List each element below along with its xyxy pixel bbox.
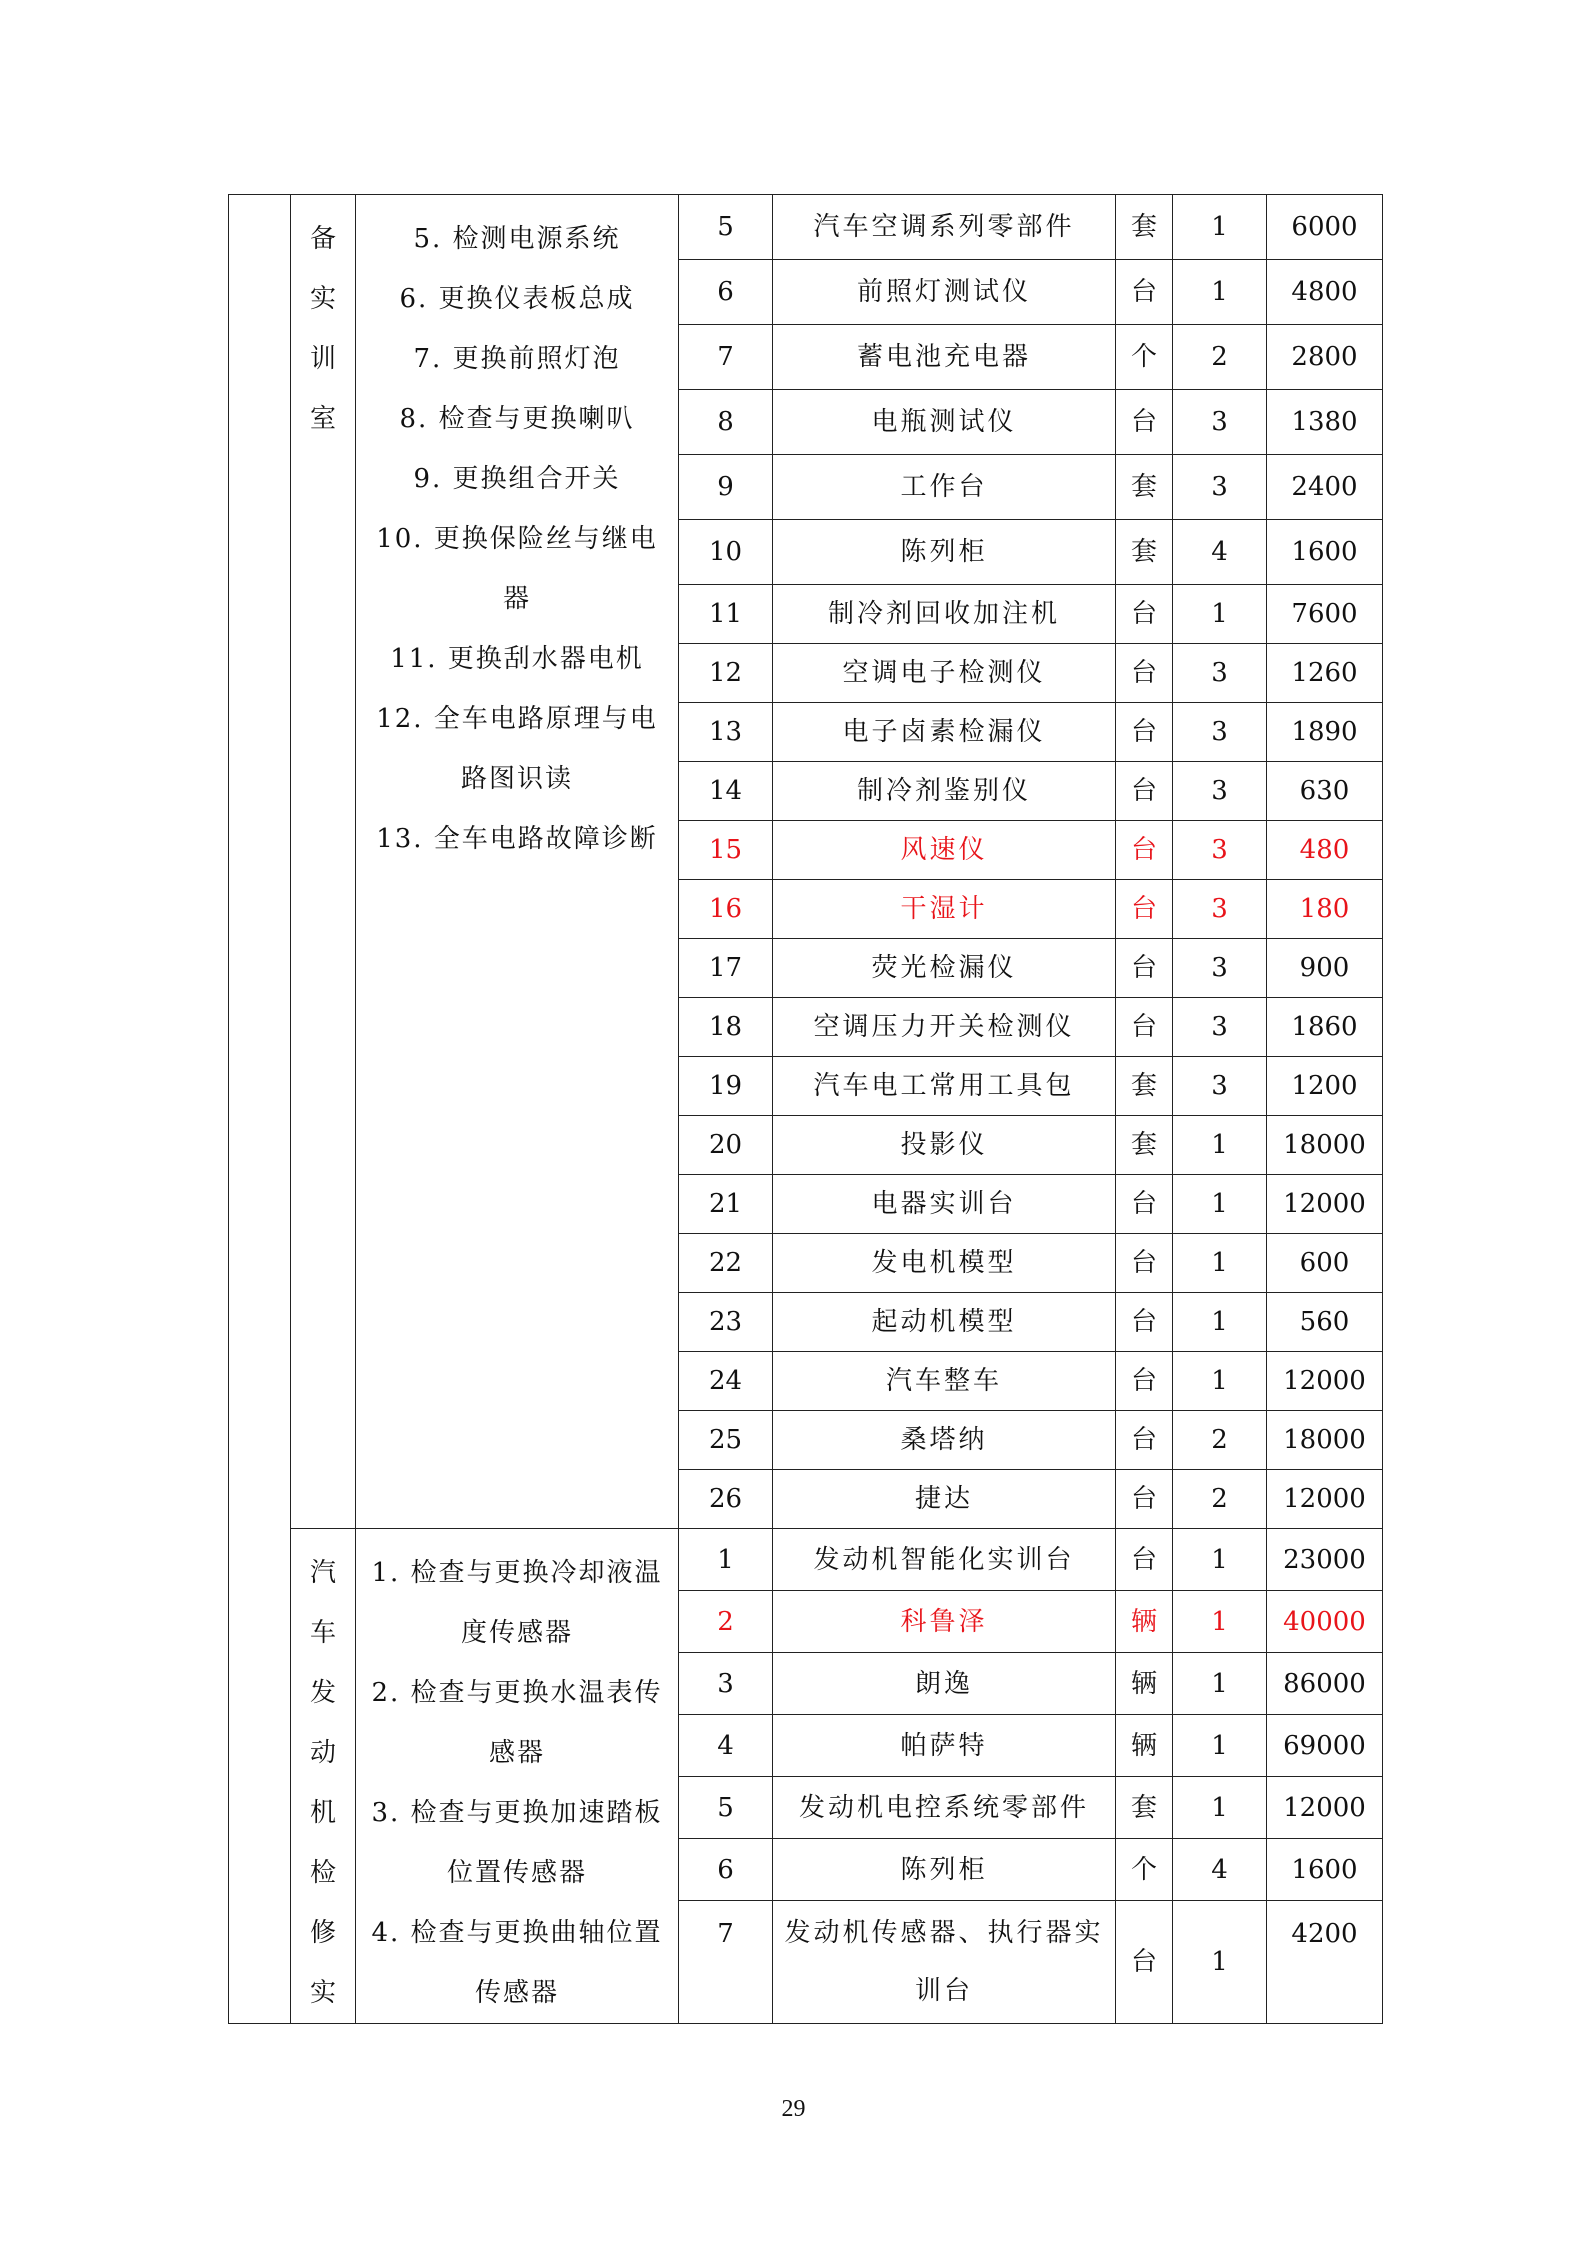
name-cell: 科鲁泽 [773, 1591, 1116, 1653]
price-cell: 180 [1267, 880, 1383, 939]
no-cell: 4 [679, 1715, 773, 1777]
task-line: 12. 全车电路原理与电 [376, 704, 658, 734]
unit-cell: 辆 [1116, 1715, 1173, 1777]
price-cell: 1600 [1267, 1839, 1383, 1901]
unit-cell: 套 [1116, 455, 1173, 520]
no-cell: 10 [679, 520, 773, 585]
qty-cell: 3 [1173, 455, 1267, 520]
task-line: 路图识读 [460, 764, 573, 794]
price-cell: 1200 [1267, 1057, 1383, 1116]
price-cell: 12000 [1267, 1777, 1383, 1839]
no-cell: 7 [679, 325, 773, 390]
qty-cell: 2 [1173, 1470, 1267, 1529]
no-cell: 7 [679, 1901, 773, 2024]
unit-cell: 台 [1116, 821, 1173, 880]
unit-cell: 台 [1116, 1411, 1173, 1470]
qty-cell: 3 [1173, 703, 1267, 762]
task-line: 位置传感器 [446, 1858, 587, 1888]
unit-cell: 台 [1116, 644, 1173, 703]
qty-cell: 3 [1173, 762, 1267, 821]
price-cell: 18000 [1267, 1411, 1383, 1470]
price-cell: 18000 [1267, 1116, 1383, 1175]
qty-cell: 3 [1173, 998, 1267, 1057]
outer-column-cell [229, 195, 291, 2024]
price-cell: 4200 [1267, 1901, 1383, 2024]
unit-cell: 套 [1116, 520, 1173, 585]
task-line: 10. 更换保险丝与继电 [376, 524, 658, 554]
price-cell: 480 [1267, 821, 1383, 880]
unit-cell: 辆 [1116, 1591, 1173, 1653]
name-cell: 发动机传感器、执行器实 训台 [773, 1901, 1116, 2024]
unit-cell: 台 [1116, 998, 1173, 1057]
unit-cell: 台 [1116, 585, 1173, 644]
qty-cell: 1 [1173, 1175, 1267, 1234]
name-cell: 干湿计 [773, 880, 1116, 939]
name-cell: 捷达 [773, 1470, 1116, 1529]
price-cell: 1600 [1267, 520, 1383, 585]
qty-cell: 1 [1173, 1653, 1267, 1715]
name-cell: 朗逸 [773, 1653, 1116, 1715]
qty-cell: 1 [1173, 1715, 1267, 1777]
no-cell: 21 [679, 1175, 773, 1234]
qty-cell: 1 [1173, 1901, 1267, 2024]
name-cell: 电器实训台 [773, 1175, 1116, 1234]
qty-cell: 3 [1173, 821, 1267, 880]
qty-cell: 3 [1173, 390, 1267, 455]
no-cell: 1 [679, 1529, 773, 1591]
name-cell: 电瓶测试仪 [773, 390, 1116, 455]
no-cell: 23 [679, 1293, 773, 1352]
unit-cell: 台 [1116, 1529, 1173, 1591]
name-cell: 发动机电控系统零部件 [773, 1777, 1116, 1839]
name-cell: 蓄电池充电器 [773, 325, 1116, 390]
no-cell: 22 [679, 1234, 773, 1293]
name-cell: 汽车整车 [773, 1352, 1116, 1411]
unit-cell: 台 [1116, 1352, 1173, 1411]
unit-cell: 台 [1116, 703, 1173, 762]
price-cell: 1260 [1267, 644, 1383, 703]
task-line: 11. 更换刮水器电机 [390, 644, 644, 674]
no-cell: 14 [679, 762, 773, 821]
price-cell: 2400 [1267, 455, 1383, 520]
price-cell: 630 [1267, 762, 1383, 821]
no-cell: 25 [679, 1411, 773, 1470]
no-cell: 2 [679, 1591, 773, 1653]
no-cell: 19 [679, 1057, 773, 1116]
price-cell: 69000 [1267, 1715, 1383, 1777]
unit-cell: 台 [1116, 1470, 1173, 1529]
unit-cell: 台 [1116, 1234, 1173, 1293]
qty-cell: 1 [1173, 1352, 1267, 1411]
task-line: 8. 检查与更换喇叭 [399, 404, 635, 434]
task-line: 6. 更换仪表板总成 [399, 284, 635, 314]
qty-cell: 4 [1173, 1839, 1267, 1901]
price-cell: 12000 [1267, 1175, 1383, 1234]
name-cell: 空调电子检测仪 [773, 644, 1116, 703]
no-cell: 5 [679, 1777, 773, 1839]
qty-cell: 3 [1173, 644, 1267, 703]
name-cell: 电子卤素检漏仪 [773, 703, 1116, 762]
task-line: 4. 检查与更换曲轴位置 [371, 1918, 663, 1948]
qty-cell: 1 [1173, 1529, 1267, 1591]
no-cell: 12 [679, 644, 773, 703]
no-cell: 18 [679, 998, 773, 1057]
name-cell: 起动机模型 [773, 1293, 1116, 1352]
name-cell: 前照灯测试仪 [773, 260, 1116, 325]
no-cell: 13 [679, 703, 773, 762]
unit-cell: 台 [1116, 260, 1173, 325]
name-cell: 投影仪 [773, 1116, 1116, 1175]
qty-cell: 2 [1173, 325, 1267, 390]
qty-cell: 4 [1173, 520, 1267, 585]
price-cell: 1380 [1267, 390, 1383, 455]
task-line: 2. 检查与更换水温表传 [371, 1678, 663, 1708]
qty-cell: 1 [1173, 1116, 1267, 1175]
qty-cell: 1 [1173, 1293, 1267, 1352]
task-line: 7. 更换前照灯泡 [413, 344, 621, 374]
price-cell: 12000 [1267, 1470, 1383, 1529]
price-cell: 86000 [1267, 1653, 1383, 1715]
name-cell: 制冷剂回收加注机 [773, 585, 1116, 644]
price-cell: 6000 [1267, 195, 1383, 260]
name-cell: 帕萨特 [773, 1715, 1116, 1777]
unit-cell: 台 [1116, 762, 1173, 821]
no-cell: 9 [679, 455, 773, 520]
table-row [229, 195, 1383, 260]
category-cell: 备 实 训 室 [291, 195, 356, 1529]
no-cell: 5 [679, 195, 773, 260]
name-cell: 汽车空调系列零部件 [773, 195, 1116, 260]
price-cell: 7600 [1267, 585, 1383, 644]
qty-cell: 1 [1173, 1777, 1267, 1839]
unit-cell: 套 [1116, 195, 1173, 260]
price-cell: 1890 [1267, 703, 1383, 762]
task-line: 9. 更换组合开关 [413, 464, 621, 494]
price-cell: 1860 [1267, 998, 1383, 1057]
name-cell: 桑塔纳 [773, 1411, 1116, 1470]
unit-cell: 套 [1116, 1116, 1173, 1175]
task-line: 13. 全车电路故障诊断 [376, 824, 658, 854]
task-line: 1. 检查与更换冷却液温 [371, 1558, 663, 1588]
task-list-cell [356, 1529, 679, 2024]
name-cell: 发电机模型 [773, 1234, 1116, 1293]
no-cell: 26 [679, 1470, 773, 1529]
unit-cell: 台 [1116, 1175, 1173, 1234]
no-cell: 11 [679, 585, 773, 644]
name-cell: 陈列柜 [773, 1839, 1116, 1901]
name-cell: 空调压力开关检测仪 [773, 998, 1116, 1057]
unit-cell: 个 [1116, 1839, 1173, 1901]
name-cell: 汽车电工常用工具包 [773, 1057, 1116, 1116]
unit-cell: 套 [1116, 1057, 1173, 1116]
qty-cell: 3 [1173, 939, 1267, 998]
no-cell: 8 [679, 390, 773, 455]
task-line: 传感器 [474, 1978, 559, 2008]
price-cell: 2800 [1267, 325, 1383, 390]
task-line: 3. 检查与更换加速踏板 [371, 1798, 663, 1828]
unit-cell: 套 [1116, 1777, 1173, 1839]
page-number: 29 [781, 2096, 806, 2122]
no-cell: 3 [679, 1653, 773, 1715]
unit-cell: 台 [1116, 939, 1173, 998]
unit-cell: 个 [1116, 325, 1173, 390]
qty-cell: 1 [1173, 260, 1267, 325]
qty-cell: 1 [1173, 585, 1267, 644]
name-cell: 风速仪 [773, 821, 1116, 880]
price-cell: 900 [1267, 939, 1383, 998]
task-line: 器 [502, 584, 531, 614]
qty-cell: 3 [1173, 1057, 1267, 1116]
unit-cell: 台 [1116, 1293, 1173, 1352]
name-cell: 工作台 [773, 455, 1116, 520]
unit-cell: 台 [1116, 880, 1173, 939]
no-cell: 15 [679, 821, 773, 880]
task-list-cell [356, 195, 679, 1529]
qty-cell: 2 [1173, 1411, 1267, 1470]
no-cell: 20 [679, 1116, 773, 1175]
name-cell: 荧光检漏仪 [773, 939, 1116, 998]
qty-cell: 1 [1173, 1591, 1267, 1653]
equipment-table [228, 194, 1383, 2024]
qty-cell: 1 [1173, 1234, 1267, 1293]
price-cell: 600 [1267, 1234, 1383, 1293]
price-cell: 40000 [1267, 1591, 1383, 1653]
table-row [229, 1529, 1383, 1591]
no-cell: 6 [679, 1839, 773, 1901]
category-cell: 汽 车 发 动 机 检 修 实 [291, 1529, 356, 2024]
no-cell: 6 [679, 260, 773, 325]
unit-cell: 台 [1116, 390, 1173, 455]
price-cell: 12000 [1267, 1352, 1383, 1411]
name-cell: 制冷剂鉴别仪 [773, 762, 1116, 821]
price-cell: 23000 [1267, 1529, 1383, 1591]
no-cell: 24 [679, 1352, 773, 1411]
no-cell: 17 [679, 939, 773, 998]
task-line: 度传感器 [460, 1618, 573, 1648]
price-cell: 560 [1267, 1293, 1383, 1352]
task-line: 5. 检测电源系统 [413, 224, 621, 254]
name-cell: 陈列柜 [773, 520, 1116, 585]
qty-cell: 3 [1173, 880, 1267, 939]
no-cell: 16 [679, 880, 773, 939]
qty-cell: 1 [1173, 195, 1267, 260]
price-cell: 4800 [1267, 260, 1383, 325]
name-cell: 发动机智能化实训台 [773, 1529, 1116, 1591]
task-line: 感器 [488, 1738, 545, 1768]
unit-cell: 辆 [1116, 1653, 1173, 1715]
unit-cell: 台 [1116, 1901, 1173, 2024]
